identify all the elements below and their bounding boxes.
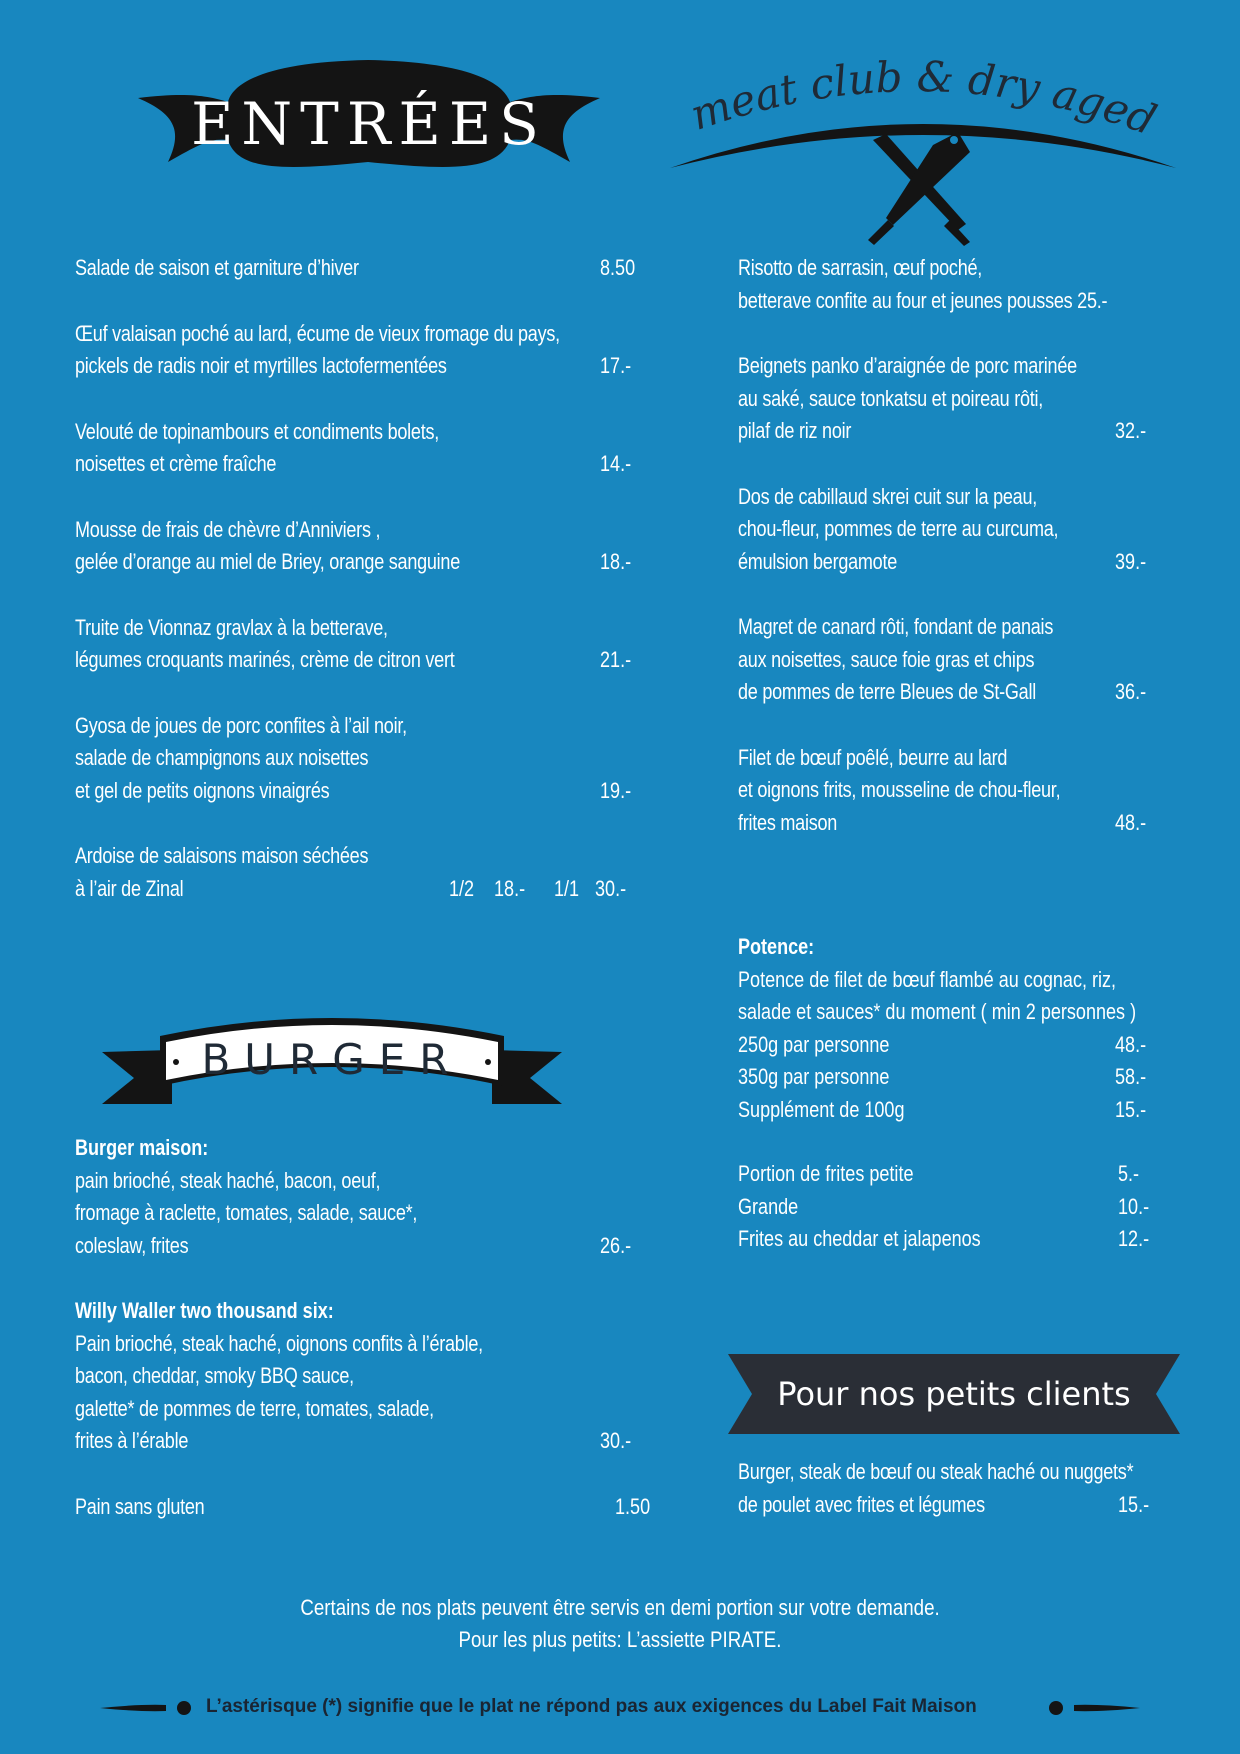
burger-title: BURGER — [201, 1035, 463, 1084]
burger-line: bacon, cheddar, smoky BBQ sauce, — [75, 1363, 354, 1388]
main-dish-price: 32.- — [1115, 418, 1147, 443]
entree-line: Truite de Vionnaz gravlax à la betterave, — [75, 614, 388, 640]
entree-line: et gel de petits oignons vinaigrés — [75, 777, 330, 803]
main-dish-line: aux noisettes, sauce foie gras et chips — [738, 646, 1035, 672]
entree-line: Mousse de frais de chèvre d’Anniviers , — [75, 516, 381, 542]
frites-option-label: Frites au cheddar et jalapenos — [738, 1226, 981, 1251]
entree-price: 8.50 — [600, 255, 636, 280]
potence-option-label: Supplément de 100g — [738, 1096, 905, 1122]
entree-item — [75, 318, 655, 383]
mains-list — [738, 252, 1158, 872]
entree-line: Salade de saison et garniture d’hiver — [75, 255, 359, 280]
potence-option — [738, 1029, 1158, 1062]
main-dish-item — [738, 481, 1158, 579]
potence-option-label: 250g par personne — [738, 1031, 890, 1057]
burger-line: coleslaw, frites — [75, 1232, 189, 1258]
entree-price: 18.- — [600, 549, 632, 574]
meat-club-title: meat club & dry aged — [684, 51, 1163, 145]
gluten-label: Pain sans gluten — [75, 1493, 205, 1519]
entree-item — [75, 514, 655, 579]
kids-banner — [728, 1354, 1180, 1434]
main-dish-price: 39.- — [1115, 548, 1147, 574]
frites-option-price: 12.- — [1118, 1226, 1150, 1251]
gluten-item — [75, 1491, 655, 1524]
kids-item — [738, 1456, 1158, 1521]
label-note — [100, 1692, 1140, 1724]
gluten-price: 1.50 — [615, 1493, 651, 1519]
main-dish-price: 48.- — [1115, 809, 1147, 835]
kids-section — [738, 1456, 1158, 1554]
entrees-list — [75, 252, 655, 938]
entree-price: 21.- — [600, 647, 632, 672]
potence-option-label: 350g par personne — [738, 1064, 890, 1089]
main-dish-item — [738, 611, 1158, 709]
ardoise-half-label: 1/2 — [449, 875, 475, 901]
main-dish-line: Filet de bœuf poêlé, beurre au lard — [738, 744, 1008, 770]
kids-price: 15.- — [1118, 1491, 1150, 1517]
entree-price: 19.- — [600, 777, 632, 803]
footer-line-2: Pour les plus petits: L’assiette PIRATE. — [458, 1627, 782, 1652]
potence-option-price: 15.- — [1115, 1096, 1147, 1122]
label-note-text: L’astérisque (*) signifie que le plat ne répond pas aux exigences du Label Fait Maison — [206, 1696, 977, 1717]
main-dish-line: au saké, sauce tonkatsu et poireau rôti, — [738, 385, 1044, 411]
frites-option-label: Grande — [738, 1193, 799, 1219]
main-dish-item — [738, 350, 1158, 448]
burger-line: galette* de pommes de terre, tomates, salade, — [75, 1395, 434, 1421]
potence-title: Potence: — [738, 934, 815, 959]
entree-line: légumes croquants marinés, crème de citron vert — [75, 647, 455, 672]
frites-option-price: 10.- — [1118, 1193, 1150, 1219]
entree-line: noisettes et crème fraîche — [75, 451, 277, 476]
main-dish-line: et oignons frits, mousseline de chou-fleur, — [738, 777, 1061, 802]
main-dish-item — [738, 742, 1158, 840]
burger-line: fromage à raclette, tomates, salade, sauce*, — [75, 1200, 418, 1225]
entree-price: 17.- — [600, 353, 632, 378]
ardoise-line-2: à l’air de Zinal — [75, 875, 184, 901]
burger-item — [75, 1132, 655, 1262]
entree-line: Velouté de topinambours et condiments bolets, — [75, 418, 440, 444]
potence-option — [738, 1094, 1158, 1127]
knife-cleaver-icon — [868, 132, 970, 246]
main-dish-line: chou-fleur, pommes de terre au curcuma, — [738, 516, 1059, 541]
ardoise-item — [75, 840, 655, 905]
entree-item — [75, 612, 655, 677]
potence-line-1: Potence de filet de bœuf flambé au cognac, riz, — [738, 966, 1117, 992]
burger-line: frites à l’érable — [75, 1428, 189, 1453]
frites-option-price: 5.- — [1118, 1161, 1140, 1186]
entree-item — [75, 252, 655, 285]
main-dish-item — [738, 252, 1158, 317]
frites-option-label: Portion de frites petite — [738, 1161, 914, 1186]
burger-list — [75, 1132, 655, 1556]
entree-item — [75, 416, 655, 481]
frites-option — [738, 1191, 1158, 1224]
entree-line: pickels de radis noir et myrtilles lactofermentées — [75, 353, 447, 378]
ardoise-line-1: Ardoise de salaisons maison séchées — [75, 843, 369, 868]
potence-line-2: salade et sauces* du moment ( min 2 personnes ) — [738, 999, 1137, 1024]
potence-option — [738, 1061, 1158, 1094]
kids-line-1: Burger, steak de bœuf ou steak haché ou nuggets* — [738, 1459, 1134, 1484]
ardoise-full-label: 1/1 — [554, 875, 580, 901]
burger-banner — [102, 1012, 562, 1112]
main-dish-line: betterave confite au four et jeunes pousses 25.- — [738, 287, 1108, 313]
burger-price: 30.- — [600, 1428, 632, 1453]
entrees-title: ENTRÉES — [191, 90, 547, 158]
potence-option-price: 58.- — [1115, 1064, 1147, 1089]
main-dish-line: Dos de cabillaud skrei cuit sur la peau, — [738, 483, 1038, 509]
entrees-banner — [138, 52, 600, 184]
main-dish-line: frites maison — [738, 809, 838, 835]
ardoise-full-price: 30.- — [595, 875, 627, 901]
entree-line: Œuf valaisan poché au lard, écume de vieux fromage du pays, — [75, 320, 560, 346]
burger-item — [75, 1295, 655, 1458]
frites-option — [738, 1158, 1158, 1191]
potence-section — [738, 931, 1158, 1256]
main-dish-price: 36.- — [1115, 679, 1147, 704]
main-dish-line: pilaf de riz noir — [738, 418, 852, 443]
meat-club-banner — [668, 40, 1178, 250]
potence-option-price: 48.- — [1115, 1031, 1147, 1057]
main-dish-line: Beignets panko d’araignée de porc marinée — [738, 353, 1077, 378]
ardoise-half-price: 18.- — [494, 875, 526, 901]
kids-title: Pour nos petits clients — [777, 1375, 1131, 1413]
main-dish-line: émulsion bergamote — [738, 548, 898, 574]
kids-line-2: de poulet avec frites et légumes — [738, 1491, 985, 1517]
frites-option — [738, 1223, 1158, 1256]
entree-line: Gyosa de joues de porc confites à l’ail noir, — [75, 712, 407, 738]
main-dish-line: Magret de canard rôti, fondant de panais — [738, 614, 1054, 639]
burger-name: Burger maison: — [75, 1135, 209, 1160]
burger-name: Willy Waller two thousand six: — [75, 1298, 334, 1323]
burger-line: Pain brioché, steak haché, oignons confits à l’érable, — [75, 1330, 483, 1356]
entree-item — [75, 710, 655, 808]
burger-line: pain brioché, steak haché, bacon, oeuf, — [75, 1167, 381, 1193]
footer-line-1: Certains de nos plats peuvent être servis en demi portion sur votre demande. — [300, 1595, 940, 1620]
entree-line: gelée d’orange au miel de Briey, orange sanguine — [75, 549, 461, 574]
burger-price: 26.- — [600, 1232, 632, 1258]
entree-line: salade de champignons aux noisettes — [75, 745, 369, 770]
main-dish-line: Risotto de sarrasin, œuf poché, — [738, 255, 983, 280]
main-dish-line: de pommes de terre Bleues de St-Gall — [738, 679, 1036, 704]
entree-price: 14.- — [600, 451, 632, 476]
